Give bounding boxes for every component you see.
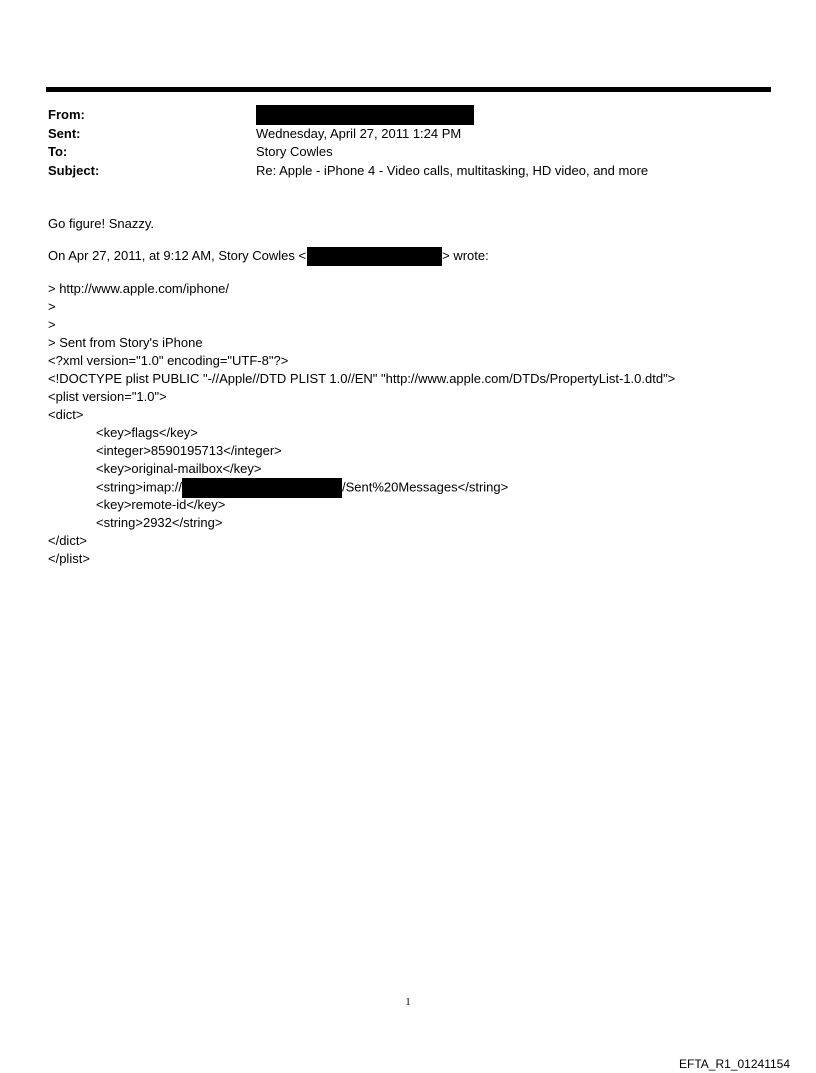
quoted-line: > http://www.apple.com/iphone/ <box>48 281 230 297</box>
xml-declaration: <?xml version="1.0" encoding="UTF-8"?> <box>48 353 289 369</box>
subject-label: Subject: <box>48 162 100 178</box>
to-value: Story Cowles <box>256 144 333 159</box>
dict-open: <dict> <box>48 407 84 423</box>
subject-value: Re: Apple - iPhone 4 - Video calls, multitasking, HD video, and more <box>256 162 649 178</box>
plist-close: </plist> <box>48 551 90 567</box>
to-row <box>48 143 768 162</box>
sent-value: Wednesday, April 27, 2011 1:24 PM <box>256 125 462 141</box>
quote-intro-suffix: > wrote: <box>442 248 489 263</box>
sent-label: Sent: <box>48 125 81 141</box>
imap-suffix: /Sent%20Messages</string> <box>342 479 509 495</box>
from-label: From: <box>48 107 85 122</box>
quote-intro <box>48 247 788 266</box>
quoted-line: > <box>48 317 56 333</box>
reply-text: Go figure! Snazzy. <box>48 216 154 231</box>
imap-prefix: <string>imap:// <box>96 479 182 495</box>
redaction-block <box>307 247 442 266</box>
quoted-line: > Sent from Story's iPhone <box>48 335 203 351</box>
string-imap <box>48 478 788 496</box>
string-remote-id: <string>2932</string> <box>96 515 223 531</box>
email-header <box>48 106 768 180</box>
quote-intro-prefix: On Apr 27, 2011, at 9:12 AM, Story Cowles < <box>48 248 307 263</box>
doctype-line: <!DOCTYPE plist PUBLIC "-//Apple//DTD PLIST 1.0//EN" "http://www.apple.com/DTDs/PropertyList-1.0.dtd"> <box>48 371 676 387</box>
email-body <box>48 215 788 568</box>
plist-open: <plist version="1.0"> <box>48 389 167 405</box>
redaction-block <box>182 478 342 498</box>
dict-close: </dict> <box>48 533 88 549</box>
header-rule <box>46 87 771 92</box>
quoted-line: > <box>48 299 56 315</box>
key-original-mailbox: <key>original-mailbox</key> <box>96 461 262 477</box>
redaction-block <box>256 105 474 125</box>
from-row <box>48 106 768 125</box>
document-id: EFTA_R1_01241154 <box>679 1057 790 1071</box>
key-flags: <key>flags</key> <box>96 425 198 441</box>
subject-row <box>48 162 768 181</box>
to-label: To: <box>48 144 68 159</box>
sent-row <box>48 125 768 144</box>
integer-flags: <integer>8590195713</integer> <box>96 443 282 459</box>
key-remote-id: <key>remote-id</key> <box>96 497 226 513</box>
page-number: 1 <box>405 996 411 1008</box>
